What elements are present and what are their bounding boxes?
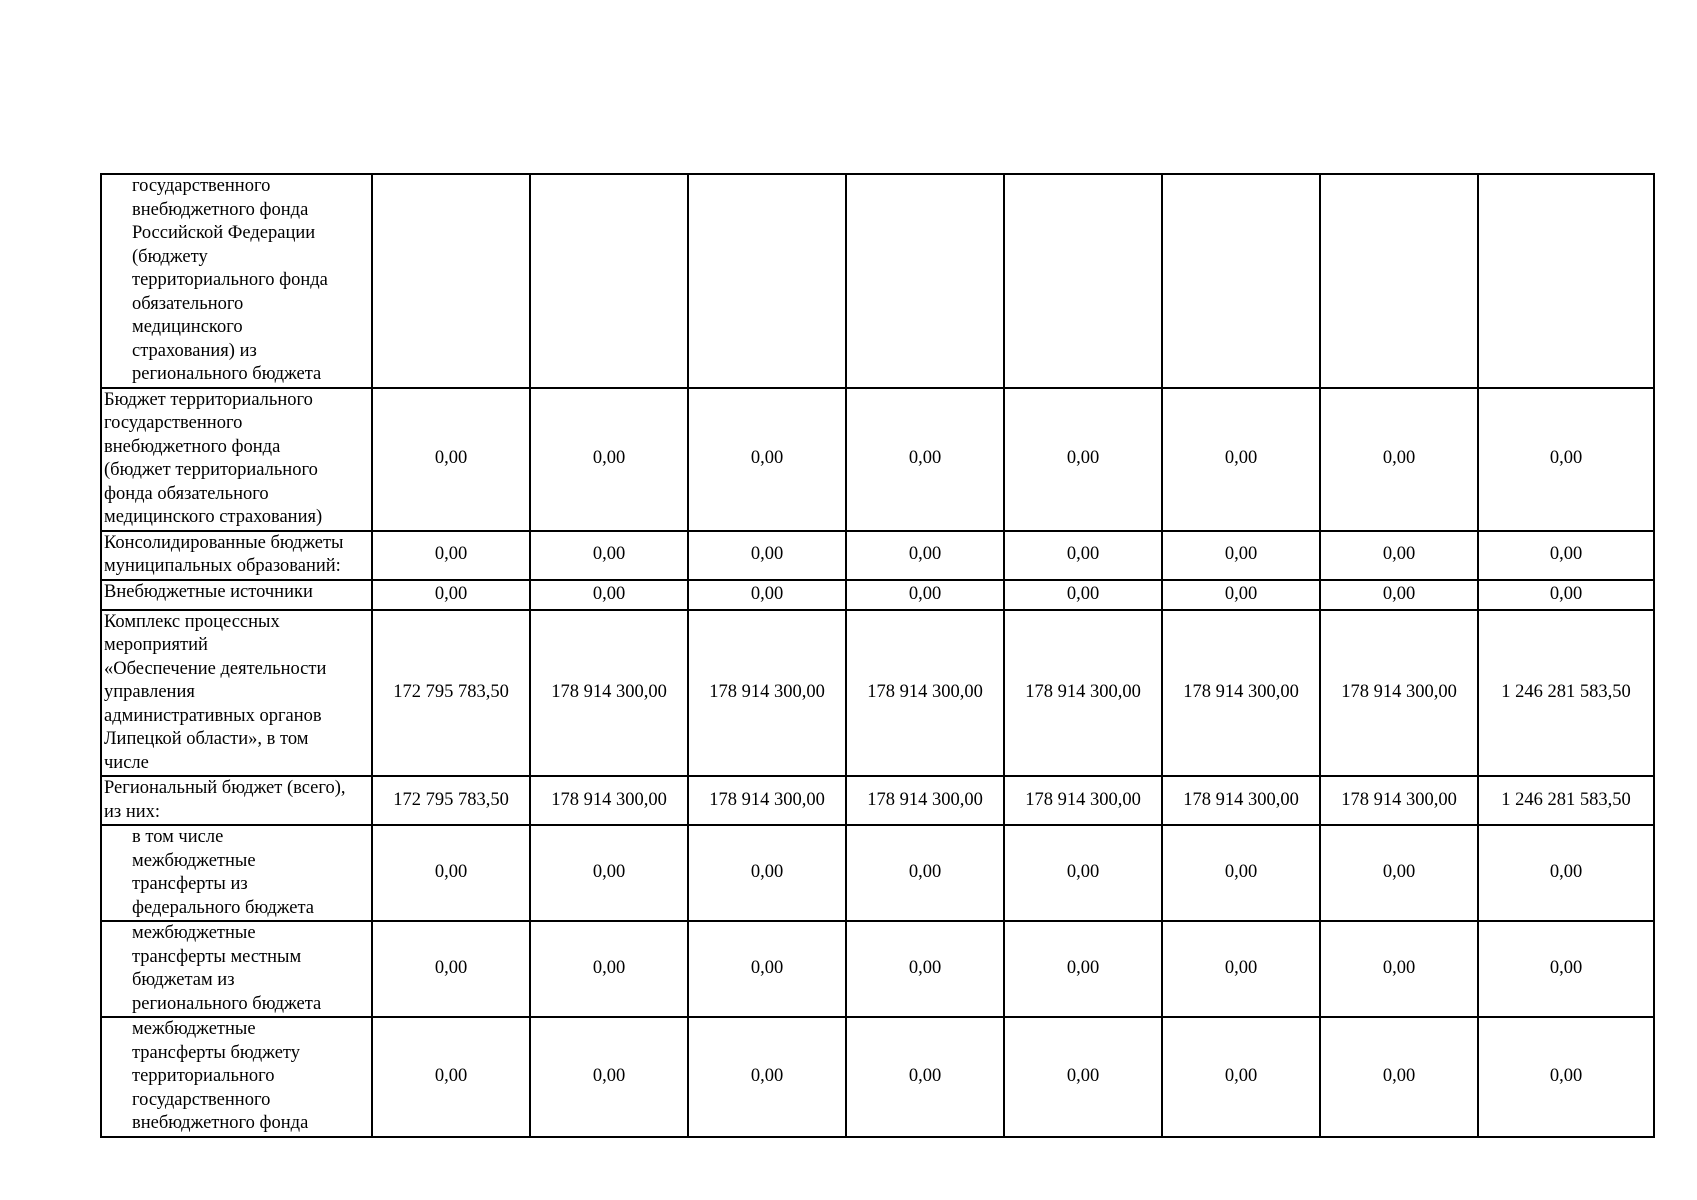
- table-row: [101, 580, 1654, 610]
- row-label-cell: [101, 388, 372, 531]
- value-cell: [1478, 174, 1654, 388]
- value-cell: 172 795 783,50: [372, 776, 530, 825]
- value-cell: 0,00: [1004, 825, 1162, 921]
- value-cell: [1162, 174, 1320, 388]
- value-cell: 0,00: [1004, 580, 1162, 610]
- value-cell: 178 914 300,00: [1320, 610, 1478, 777]
- table-row: [101, 610, 1654, 777]
- value-cell: 0,00: [846, 825, 1004, 921]
- value-cell: 0,00: [372, 388, 530, 531]
- value-cell: 0,00: [1162, 921, 1320, 1017]
- row-label: Региональный бюджет (всего), из них:: [104, 778, 346, 822]
- value-cell: 0,00: [688, 825, 846, 921]
- value-cell: 0,00: [1004, 1017, 1162, 1137]
- value-cell: 0,00: [530, 1017, 688, 1137]
- value-cell: 0,00: [372, 1017, 530, 1137]
- value-cell: 178 914 300,00: [688, 776, 846, 825]
- table-row: [101, 1017, 1654, 1137]
- row-label: межбюджетные трансферты бюджету территориального государственного внебюджетного фонда: [132, 1019, 309, 1133]
- value-cell: 0,00: [1004, 921, 1162, 1017]
- value-cell: 0,00: [1478, 921, 1654, 1017]
- value-cell: 178 914 300,00: [1162, 776, 1320, 825]
- value-cell: 0,00: [846, 580, 1004, 610]
- value-cell: 0,00: [688, 531, 846, 580]
- value-cell: 0,00: [530, 580, 688, 610]
- table-row: [101, 776, 1654, 825]
- value-cell: 1 246 281 583,50: [1478, 776, 1654, 825]
- row-label-cell: [101, 825, 372, 921]
- row-label-cell: [101, 776, 372, 825]
- value-cell: 0,00: [1162, 531, 1320, 580]
- value-cell: 178 914 300,00: [846, 610, 1004, 777]
- table-row: [101, 531, 1654, 580]
- value-cell: 0,00: [688, 580, 846, 610]
- value-cell: [688, 174, 846, 388]
- value-cell: 0,00: [1162, 825, 1320, 921]
- value-cell: 178 914 300,00: [1162, 610, 1320, 777]
- value-cell: 1 246 281 583,50: [1478, 610, 1654, 777]
- row-label: Бюджет территориального государственного внебюджетного фонда (бюджет территориального фонда обязательного медицинского страхования): [104, 389, 323, 527]
- value-cell: 0,00: [372, 580, 530, 610]
- value-cell: 178 914 300,00: [1320, 776, 1478, 825]
- value-cell: 178 914 300,00: [1004, 610, 1162, 777]
- value-cell: 0,00: [1478, 1017, 1654, 1137]
- table-row: [101, 388, 1654, 531]
- value-cell: 0,00: [846, 388, 1004, 531]
- value-cell: 0,00: [1320, 580, 1478, 610]
- row-label: Консолидированные бюджеты муниципальных образований:: [104, 532, 344, 576]
- value-cell: 0,00: [846, 531, 1004, 580]
- value-cell: 0,00: [1478, 825, 1654, 921]
- value-cell: 0,00: [1320, 1017, 1478, 1137]
- value-cell: 0,00: [846, 921, 1004, 1017]
- value-cell: 0,00: [1162, 580, 1320, 610]
- value-cell: 0,00: [372, 531, 530, 580]
- table-row: [101, 921, 1654, 1017]
- value-cell: 0,00: [372, 921, 530, 1017]
- value-cell: 0,00: [1162, 388, 1320, 531]
- value-cell: [1004, 174, 1162, 388]
- row-label: межбюджетные трансферты местным бюджетам из регионального бюджета: [132, 923, 322, 1014]
- value-cell: 0,00: [688, 921, 846, 1017]
- value-cell: 0,00: [530, 388, 688, 531]
- row-label-cell: [101, 610, 372, 777]
- value-cell: 0,00: [688, 1017, 846, 1137]
- value-cell: [372, 174, 530, 388]
- value-cell: 172 795 783,50: [372, 610, 530, 777]
- value-cell: 0,00: [530, 825, 688, 921]
- row-label-cell: [101, 580, 372, 610]
- value-cell: 0,00: [530, 921, 688, 1017]
- value-cell: 0,00: [1162, 1017, 1320, 1137]
- row-label-cell: [101, 921, 372, 1017]
- row-label: Внебюджетные источники: [104, 581, 313, 602]
- value-cell: 0,00: [1478, 388, 1654, 531]
- value-cell: 0,00: [688, 388, 846, 531]
- value-cell: 178 914 300,00: [530, 610, 688, 777]
- value-cell: 178 914 300,00: [846, 776, 1004, 825]
- value-cell: 0,00: [1478, 531, 1654, 580]
- value-cell: 0,00: [1320, 388, 1478, 531]
- value-cell: 0,00: [1320, 825, 1478, 921]
- value-cell: 178 914 300,00: [530, 776, 688, 825]
- value-cell: 0,00: [1004, 531, 1162, 580]
- budget-table: [100, 173, 1655, 1138]
- row-label: в том числе межбюджетные трансферты из федерального бюджета: [132, 827, 315, 918]
- table-row: [101, 825, 1654, 921]
- row-label: государственного внебюджетного фонда Российской Федерации (бюджету территориального фонда обязательного медицинского страхования) из регионального бюджета: [132, 176, 328, 384]
- value-cell: 0,00: [372, 825, 530, 921]
- value-cell: [1320, 174, 1478, 388]
- row-label-cell: [101, 174, 372, 388]
- row-label-cell: [101, 531, 372, 580]
- value-cell: [846, 174, 1004, 388]
- row-label: Комплекс процессных мероприятий «Обеспечение деятельности управления административных органов Липецкой области», в том числе: [104, 611, 327, 773]
- value-cell: 0,00: [846, 1017, 1004, 1137]
- value-cell: 0,00: [1320, 531, 1478, 580]
- value-cell: 0,00: [1004, 388, 1162, 531]
- value-cell: 0,00: [1320, 921, 1478, 1017]
- value-cell: [530, 174, 688, 388]
- value-cell: 0,00: [1478, 580, 1654, 610]
- row-label-cell: [101, 1017, 372, 1137]
- value-cell: 178 914 300,00: [688, 610, 846, 777]
- value-cell: 178 914 300,00: [1004, 776, 1162, 825]
- table-body: [101, 174, 1654, 1137]
- table-row: [101, 174, 1654, 388]
- value-cell: 0,00: [530, 531, 688, 580]
